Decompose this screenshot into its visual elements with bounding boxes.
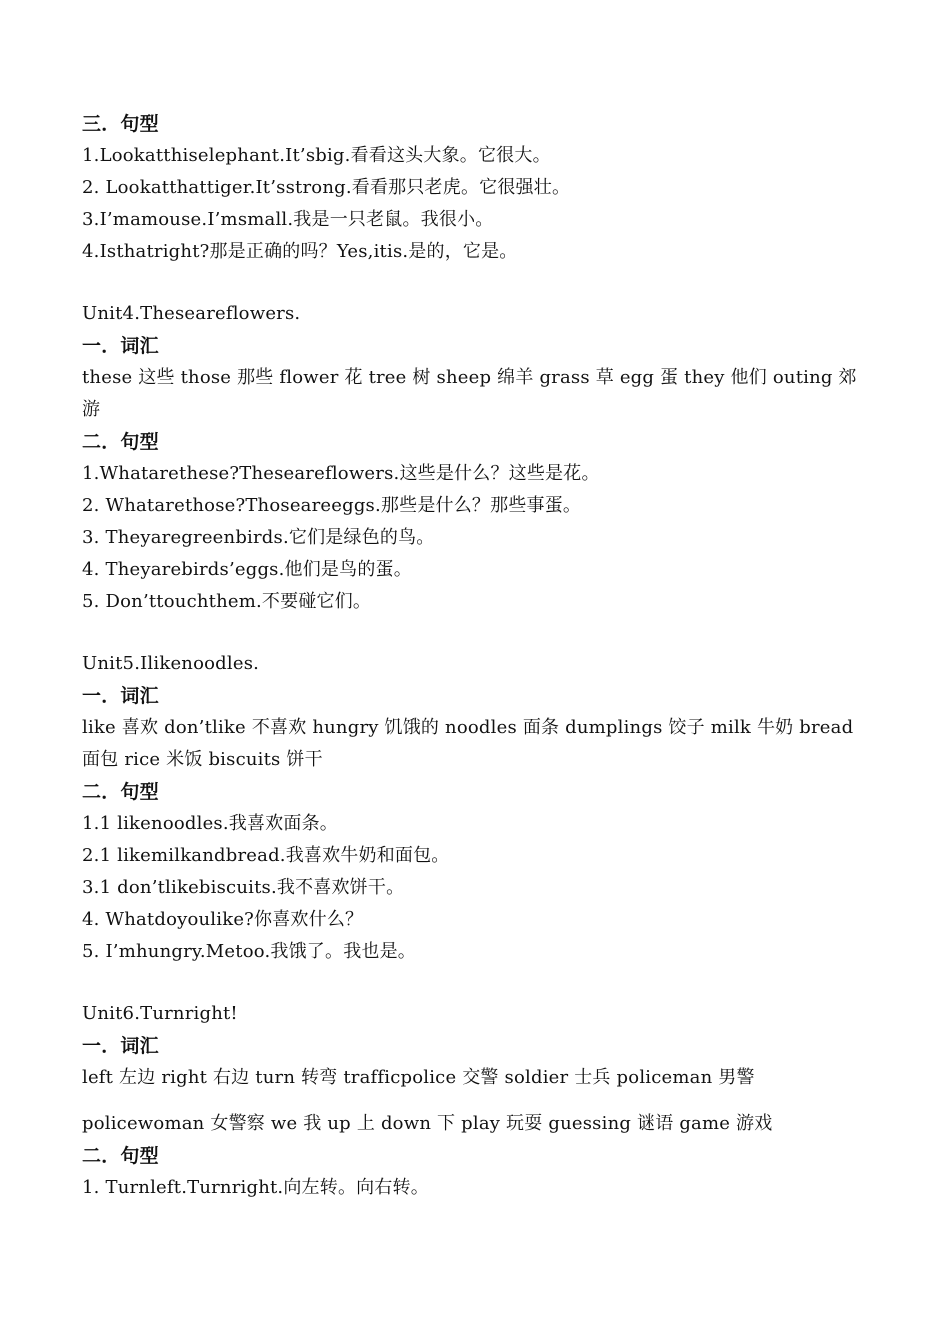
sentence-line: 1.Lookatthiselephant.It’sbig.看看这头大象。它很大。 bbox=[82, 145, 551, 166]
unit-title: Unit5.Ilikenoodles. bbox=[82, 653, 260, 674]
sentence-line: 1.Whatarethese?Theseareflowers.这些是什么？这些是花。 bbox=[82, 463, 600, 484]
sentence-line: 5. Don’ttouchthem.不要碰它们。 bbox=[82, 591, 372, 612]
sentence-line: 5. I’mhungry.Metoo.我饿了。我也是。 bbox=[82, 941, 416, 962]
vocab-line: like 喜欢 don’tlike 不喜欢 hungry 饥饿的 noodles 面条 dumplings 饺子 milk 牛奶 bread 面包 rice 米饭 biscuits 饼干 bbox=[82, 717, 854, 770]
document-page bbox=[82, 108, 872, 1204]
sentence-line: 3. Theyaregreenbirds.它们是绿色的鸟。 bbox=[82, 527, 435, 548]
vocab-line: these 这些 those 那些 flower 花 tree 树 sheep 绵羊 grass 草 egg 蛋 they 他们 outing 郊游 bbox=[82, 367, 857, 420]
sentence-line: 4. Theyarebirds’eggs.他们是鸟的蛋。 bbox=[82, 559, 412, 580]
sentence-heading: 二．句型 bbox=[82, 1145, 159, 1167]
vocab-line: left 左边 right 右边 turn 转弯 trafficpolice 交警 soldier 士兵 policeman 男警 bbox=[82, 1067, 755, 1088]
sentence-line: 2.1 likemilkandbread.我喜欢牛奶和面包。 bbox=[82, 845, 450, 866]
sentence-heading: 二．句型 bbox=[82, 781, 159, 803]
sentence-line: 1.1 likenoodles.我喜欢面条。 bbox=[82, 813, 338, 834]
unit-title: Unit4.Theseareflowers. bbox=[82, 303, 301, 324]
sentence-line: 2. Lookatthattiger.It’sstrong.看看那只老虎。它很强壮。 bbox=[82, 177, 571, 198]
sentence-line: 4.Isthatright?那是正确的吗？Yes,itis.是的，它是。 bbox=[82, 241, 518, 262]
vocab-heading: 一．词汇 bbox=[82, 335, 159, 357]
vocab-heading: 一．词汇 bbox=[82, 685, 159, 707]
vocab-line: policewoman 女警察 we 我 up 上 down 下 play 玩耍 guessing 谜语 game 游戏 bbox=[82, 1113, 773, 1134]
sentence-heading: 二．句型 bbox=[82, 431, 159, 453]
sentence-line: 3.I’mamouse.I’msmall.我是一只老鼠。我很小。 bbox=[82, 209, 494, 230]
sentence-line: 1. Turnleft.Turnright.向左转。向右转。 bbox=[82, 1177, 429, 1198]
sentence-line: 2. Whatarethose?Thoseareeggs.那些是什么？那些事蛋。 bbox=[82, 495, 582, 516]
unit-title: Unit6.Turnright! bbox=[82, 1003, 238, 1024]
vocab-heading: 一．词汇 bbox=[82, 1035, 159, 1057]
sentence-line: 3.1 don’tlikebiscuits.我不喜欢饼干。 bbox=[82, 877, 405, 898]
sentence-line: 4. Whatdoyoulike?你喜欢什么？ bbox=[82, 909, 364, 930]
section-heading: 三．句型 bbox=[82, 113, 159, 135]
